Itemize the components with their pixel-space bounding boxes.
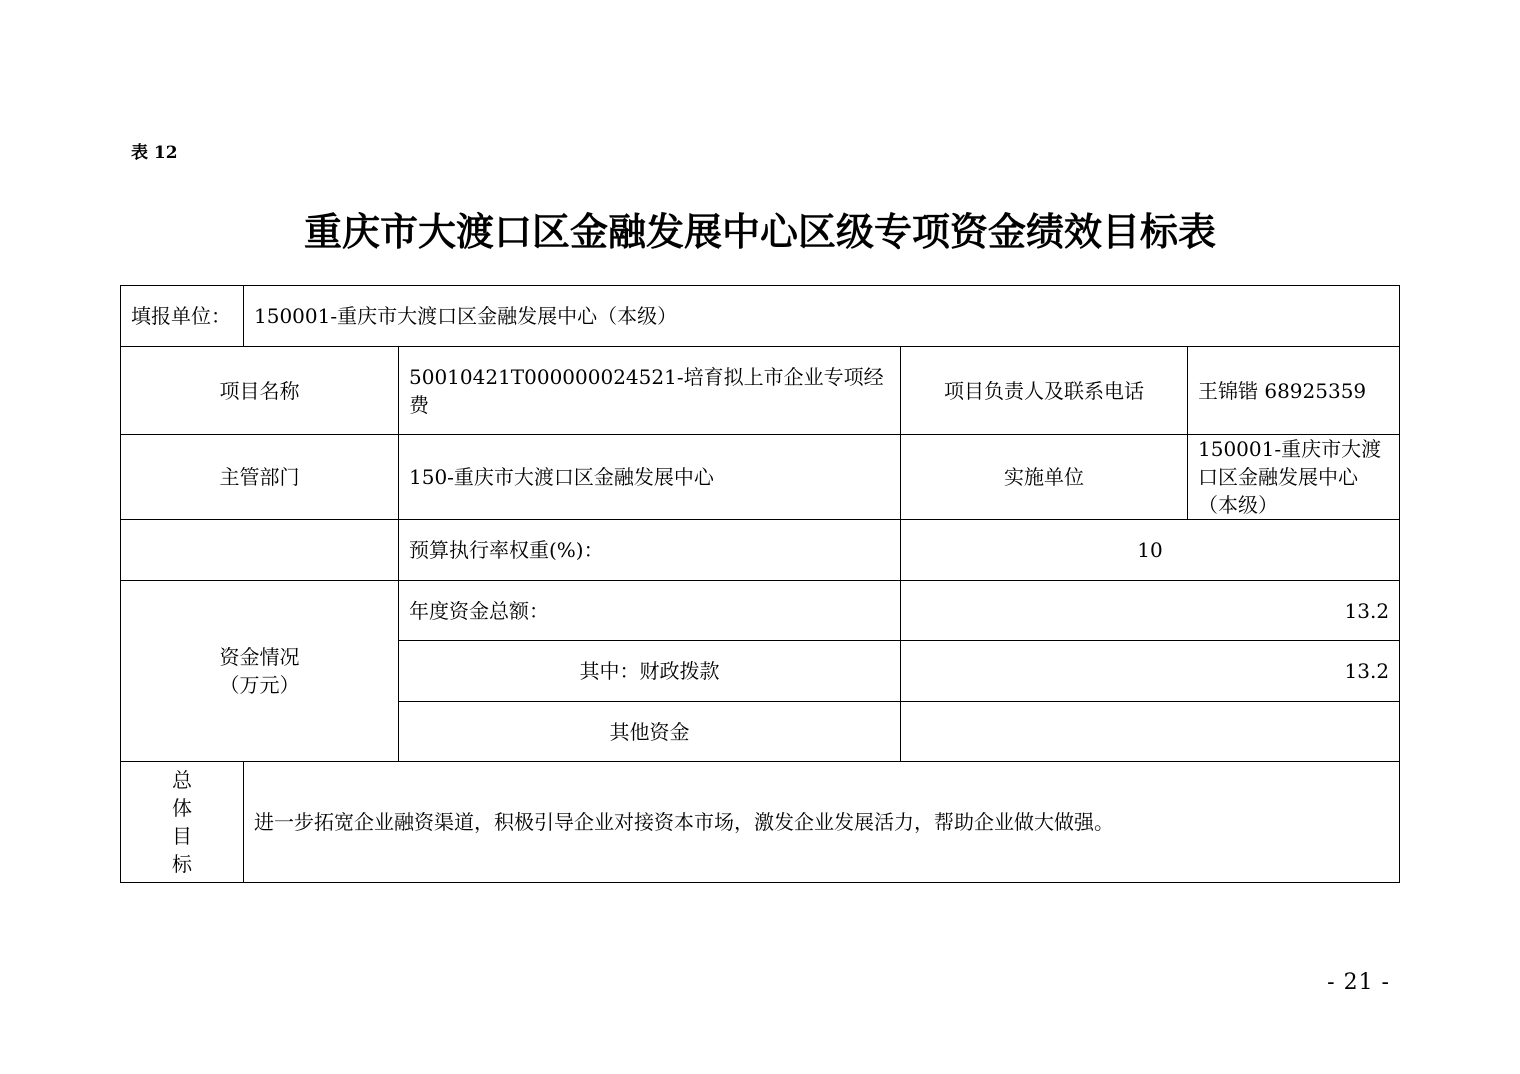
annual-total-value: 13.2: [901, 581, 1400, 641]
table-row: [121, 581, 1400, 641]
overall-goal-label-char: 总: [172, 768, 192, 792]
implementing-unit-value: [1188, 435, 1400, 520]
performance-target-table: [120, 285, 1400, 883]
fiscal-label: 其中：财政拨款: [399, 641, 901, 702]
table-row: [121, 347, 1400, 435]
table-label: 表 12: [131, 143, 178, 163]
annual-total-label: 年度资金总额：: [399, 581, 901, 641]
overall-goal-label: [121, 762, 244, 883]
implementing-unit-line: 口区金融发展中心: [1198, 465, 1358, 489]
project-name-value: 50010421T000000024521-培育拟上市企业专项经费: [399, 347, 901, 435]
reporting-unit-label: 填报单位：: [121, 286, 244, 347]
table-row: [121, 762, 1400, 883]
budget-weight-value: 10: [901, 520, 1400, 581]
funds-label: [121, 581, 399, 762]
contact-label: 项目负责人及联系电话: [901, 347, 1188, 435]
department-label: 主管部门: [121, 435, 399, 520]
implementing-unit-line: 150001-重庆市大渡: [1198, 437, 1382, 461]
department-value: 150-重庆市大渡口区金融发展中心: [399, 435, 901, 520]
table-row: [121, 520, 1400, 581]
reporting-unit-value: 150001-重庆市大渡口区金融发展中心（本级）: [244, 286, 1400, 347]
page-number: - 21 -: [1327, 970, 1390, 995]
budget-weight-label: 预算执行率权重(%)：: [399, 520, 901, 581]
table-row: [121, 435, 1400, 520]
funds-label-line: （万元）: [219, 673, 300, 697]
implementing-unit-line: （本级）: [1198, 493, 1278, 517]
project-name-label: 项目名称: [121, 347, 399, 435]
fiscal-value: 13.2: [901, 641, 1400, 702]
other-funds-value: [901, 702, 1400, 762]
overall-goal-label-char: 标: [172, 852, 192, 876]
other-funds-label: 其他资金: [399, 702, 901, 762]
document-title: 重庆市大渡口区金融发展中心区级专项资金绩效目标表: [303, 210, 1216, 254]
implementing-unit-label: 实施单位: [901, 435, 1188, 520]
funds-label-line: 资金情况: [219, 645, 300, 669]
contact-value: 王锦锴 68925359: [1188, 347, 1400, 435]
overall-goal-value: 进一步拓宽企业融资渠道，积极引导企业对接资本市场，激发企业发展活力，帮助企业做大做强。: [244, 762, 1400, 883]
overall-goal-label-char: 目: [172, 824, 192, 848]
table-row: [121, 286, 1400, 347]
overall-goal-label-char: 体: [172, 796, 192, 820]
empty-cell: [121, 520, 399, 581]
